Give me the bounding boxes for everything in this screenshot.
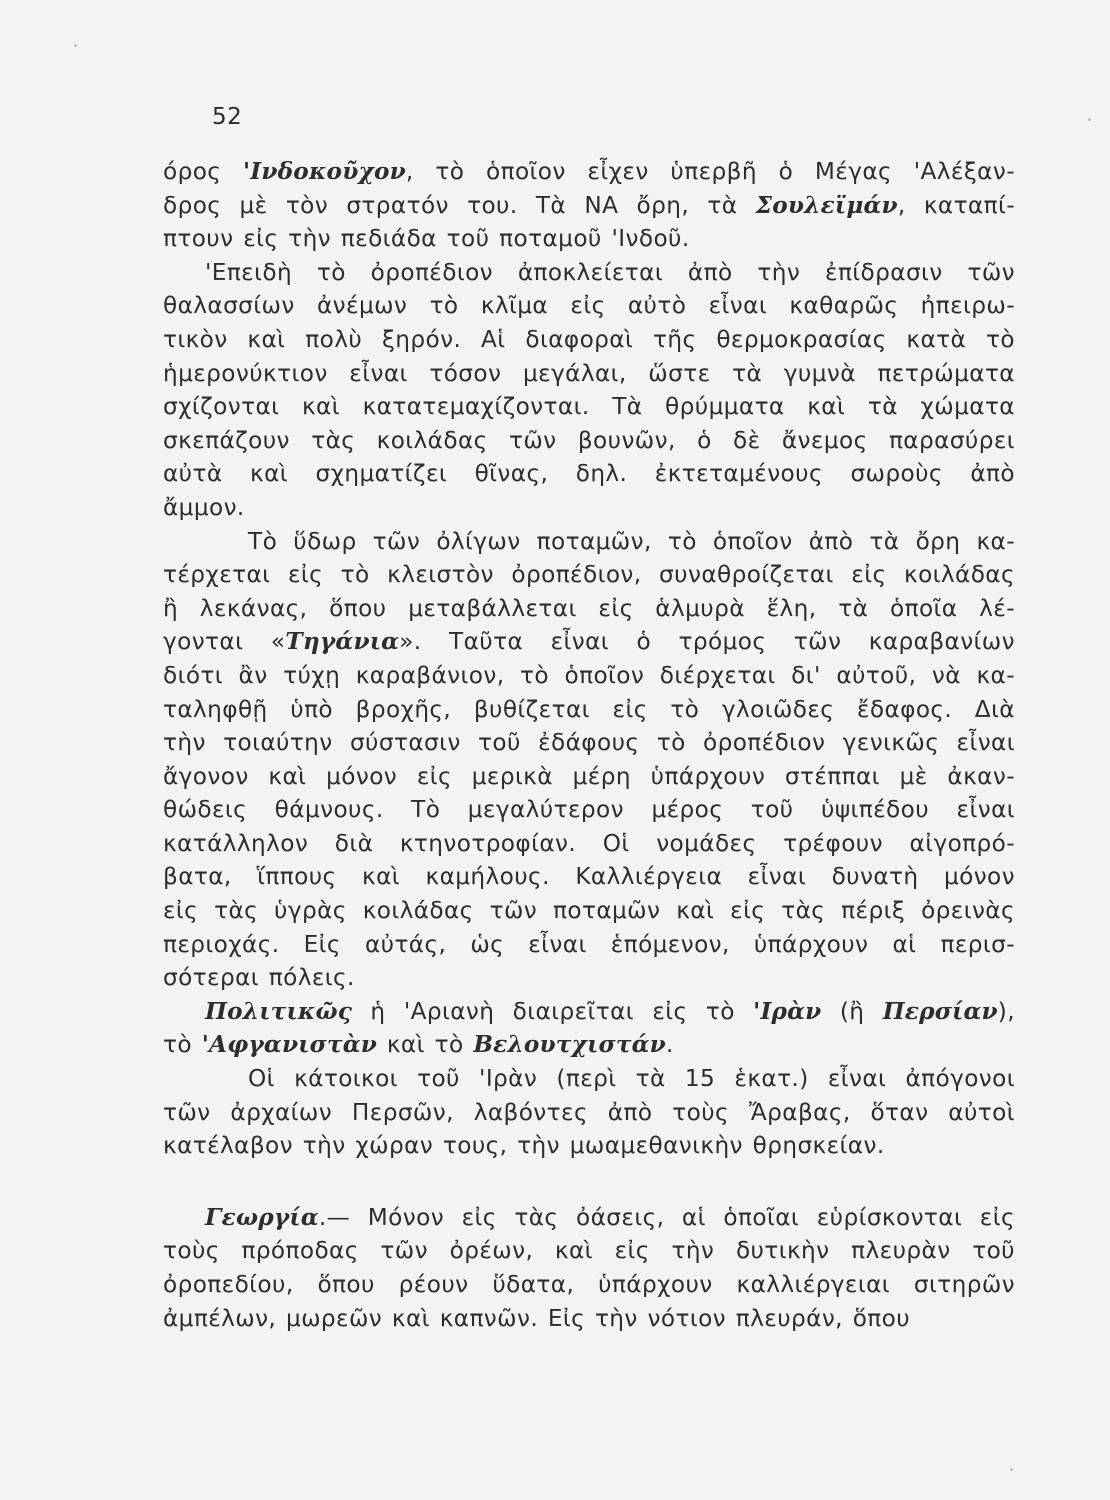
paragraph [163, 155, 1015, 256]
text-line [163, 894, 1015, 928]
text-run: σότεραι πόλεις. [163, 964, 355, 992]
text-run: εἰς τὰς ὑγρὰς κοιλάδας τῶν ποταμῶν καὶ εἰς τὰς πέριξ ὀρεινὰς [163, 897, 1015, 925]
text-line [163, 1096, 1015, 1130]
text-run: 'Επειδὴ τὸ ὀροπέδιον ἀποκλείεται ἀπὸ τὴν ἐπίδρασιν τῶν [205, 258, 1015, 286]
text-run: ἄμμον. [163, 493, 245, 521]
text-line [163, 961, 1015, 995]
paper-speck [1010, 1468, 1013, 1471]
emphasized-term: 'Ινδοκοῦχον [243, 158, 406, 185]
text-line [163, 592, 1015, 626]
text-run: πτουν εἰς τὴν πεδιάδα τοῦ ποταμοῦ 'Ινδοῦ. [163, 225, 690, 253]
text-run: ἀμπέλων, μωρεῶν καὶ καπνῶν. Εἰς τὴν νότιον πλευράν, ὅπου [163, 1304, 911, 1332]
text-run: τὸ [163, 1031, 202, 1059]
paragraph [163, 525, 1015, 995]
text-run: ἄγονον καὶ μόνον εἰς μερικὰ μέρη ὑπάρχουν στέππαι μὲ ἀκαν- [163, 762, 1015, 790]
text-line [163, 256, 1015, 290]
paragraph [163, 995, 1015, 1062]
text-line [163, 928, 1015, 962]
text-line [163, 659, 1015, 693]
text-run: θαλασσίων ἀνέμων τὸ κλῖμα εἰς αὐτὸ εἶναι καθαρῶς ἠπειρω- [163, 292, 1015, 320]
emphasized-term: 'Αφγανιστὰν [201, 1031, 378, 1059]
text-line [163, 760, 1015, 794]
text-run: σκεπάζουν τὰς κοιλάδας τῶν βουνῶν, ὁ δὲ ἄνεμος παρασύρει [163, 426, 1015, 454]
text-run: τῶν ἀρχαίων Περσῶν, λαβόντες ἀπὸ τοὺς Ἄραβας, ὅταν αὐτοὶ [163, 1098, 1015, 1126]
text-line [163, 457, 1015, 491]
text-line [163, 558, 1015, 592]
text-line [163, 827, 1015, 861]
text-run: τικὸν καὶ πολὺ ξηρόν. Αἱ διαφοραὶ τῆς θερμοκρασίας κατὰ τὸ [163, 325, 1015, 353]
text-line [163, 525, 1015, 559]
paper-speck [74, 44, 77, 47]
text-run: ἡ 'Αριανὴ διαιρεῖται εἰς τὸ [352, 997, 754, 1025]
text-run: δρος μὲ τὸν στρατόν του. Τὰ ΝΑ ὄρη, τὰ [163, 191, 756, 219]
text-run: , τὸ ὁποῖον εἶχεν ὑπερβῆ ὁ Μέγας 'Αλέξαν- [405, 158, 1015, 185]
text-run: ἡμερονύκτιον εἶναι τόσον μεγάλαι, ὥστε τὰ γυμνὰ πετρώματα [163, 359, 1015, 387]
text-run: ἢ λεκάνας, ὅπου μεταβάλλεται εἰς ἁλμυρὰ ἕλη, τὰ ὁποῖα λέ- [163, 594, 1015, 622]
text-line [163, 1302, 1015, 1336]
text-run: ». Ταῦτα εἶναι ὁ τρόμος τῶν καραβανίων [399, 628, 1015, 656]
page-number: 52 [212, 104, 243, 130]
text-run: περιοχάς. Εἰς αὐτάς, ὡς εἶναι ἑπόμενον, ὑπάρχουν αἱ περισ- [163, 930, 1015, 958]
text-run: θώδεις θάμνους. Τὸ μεγαλύτερον μέρος τοῦ ὑψιπέδου εἶναι [163, 796, 1015, 824]
text-run: ταληφθῇ ὑπὸ βροχῆς, βυθίζεται εἰς τὸ γλοιῶδες ἔδαφος. Διὰ [163, 695, 1015, 723]
text-run: Τὸ ὕδωρ τῶν ὀλίγων ποταμῶν, τὸ ὁποῖον ἀπὸ τὰ ὄρη κα- [248, 527, 1015, 555]
text-line [163, 625, 1015, 659]
text-line [163, 1234, 1015, 1268]
text-run: . [665, 1031, 674, 1059]
text-line [163, 357, 1015, 391]
text-run: διότι ἂν τύχῃ καραβάνιον, τὸ ὁποῖον διέρχεται δι' αὐτοῦ, νὰ κα- [163, 661, 1015, 689]
text-line [163, 491, 1015, 525]
text-run: τέρχεται εἰς τὸ κλειστὸν ὀροπέδιον, συναθροίζεται εἰς κοιλάδας [163, 561, 1015, 589]
text-line [163, 693, 1015, 727]
text-run: κατέλαβον τὴν χώραν τους, τὴν μωαμεθανικὴν θρησκείαν. [163, 1132, 885, 1160]
text-run: τὴν τοιαύτην σύστασιν τοῦ ἐδάφους τὸ ὀροπέδιον γενικῶς εἶναι [163, 729, 1015, 757]
text-run: (ἢ [821, 997, 883, 1025]
paper-speck [1088, 118, 1091, 121]
paragraph [163, 1201, 1015, 1335]
text-line [163, 1062, 1015, 1096]
text-run: ὀροπεδίου, ὅπου ρέουν ὕδατα, ὑπάρχουν καλλιέργειαι σιτηρῶν [163, 1271, 1015, 1298]
text-line [163, 1201, 1015, 1235]
emphasized-term: Γεωργία [205, 1203, 319, 1231]
text-line [163, 860, 1015, 894]
text-line [163, 1028, 1015, 1062]
text-line [163, 1268, 1015, 1302]
text-line [163, 155, 1015, 189]
text-line [163, 793, 1015, 827]
emphasized-term: Βελουτχιστάν [473, 1031, 666, 1059]
text-run: Οἱ κάτοικοι τοῦ 'Ιρὰν (περὶ τὰ 15 ἑκατ.) εἶναι ἀπόγονοι [248, 1065, 1015, 1093]
text-line [163, 424, 1015, 458]
text-run: καὶ τὸ [377, 1031, 474, 1059]
text-run: κατάλληλον διὰ κτηνοτροφίαν. Οἱ νομάδες τρέφουν αἰγοπρό- [163, 829, 1015, 857]
text-line [163, 222, 1015, 256]
paragraph [163, 1062, 1015, 1163]
text-run: σχίζονται καὶ κατατεμαχίζονται. Τὰ θρύμματα καὶ τὰ χώματα [163, 393, 1015, 421]
emphasized-term: Σουλεϊμάν [755, 191, 898, 219]
text-run: γονται « [163, 628, 286, 656]
text-line [163, 726, 1015, 760]
text-run: αὐτὰ καὶ σχηματίζει θῖνας, δηλ. ἐκτεταμένους σωροὺς ἀπὸ [163, 460, 1015, 488]
text-line [163, 189, 1015, 223]
emphasized-term: Πολιτικῶς [205, 997, 353, 1025]
emphasized-term: Περσίαν [882, 997, 998, 1025]
text-run: , καταπί- [897, 191, 1015, 219]
text-body [163, 155, 1015, 1335]
text-run: τοὺς πρόποδας τῶν ὀρέων, καὶ εἰς τὴν δυτικὴν πλευρὰν τοῦ [163, 1237, 1015, 1265]
text-run: όρος [163, 158, 243, 185]
paragraph [163, 256, 1015, 525]
text-line [163, 289, 1015, 323]
text-line [163, 323, 1015, 357]
emphasized-term: 'Ιρὰν [753, 997, 822, 1025]
text-run: βατα, ἵππους καὶ καμήλους. Καλλιέργεια εἶναι δυνατὴ μόνον [163, 863, 1015, 891]
emphasized-term: Τηγάνια [285, 628, 400, 656]
text-line [163, 390, 1015, 424]
text-run: .— Μόνον εἰς τὰς ὀάσεις, αἱ ὁποῖαι εὑρίσκονται εἰς [318, 1203, 1015, 1231]
text-line [163, 995, 1015, 1029]
text-line [163, 1129, 1015, 1163]
text-run: ), [997, 997, 1015, 1025]
